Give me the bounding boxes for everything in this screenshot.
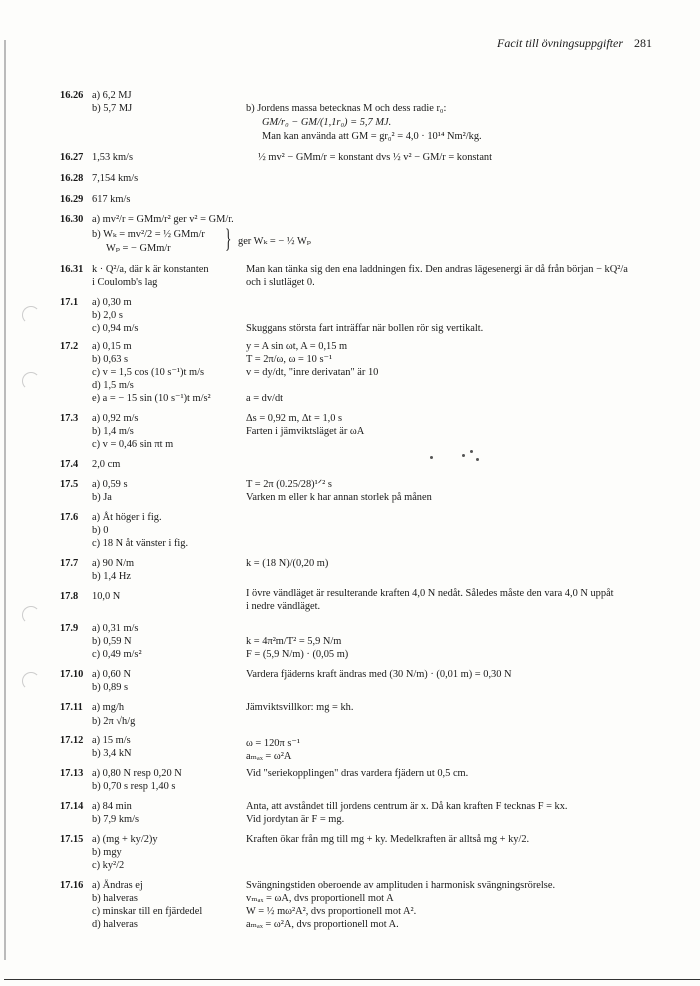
- note-line: k = (18 N)/(0,20 m): [246, 558, 329, 569]
- answer-line: Wₚ = − GMm/r: [106, 243, 171, 254]
- entry-id: 17.10: [60, 669, 84, 680]
- note-line: Farten i jämviktsläget är ωA: [246, 426, 365, 437]
- entry-id: 16.26: [60, 90, 84, 101]
- note-line: Svängningstiden oberoende av amplituden i harmonisk svängningsrörelse.: [246, 880, 556, 891]
- answer-line: a) 0,30 m: [92, 297, 132, 308]
- answer-line: b) 5,7 MJ: [92, 103, 133, 114]
- print-speck: [430, 456, 433, 459]
- entry-id: 17.3: [60, 413, 79, 424]
- note-line: aₘₐₓ = ω²A: [246, 751, 292, 762]
- answer-line: b) 2π √h/g: [92, 716, 136, 727]
- punch-hole-mark: [22, 372, 40, 390]
- note-line: Δs = 0,92 m, Δt = 1,0 s: [246, 413, 343, 424]
- entry-id: 17.1: [60, 297, 79, 308]
- answer-line: b) Ja: [92, 492, 112, 503]
- entry-id: 17.2: [60, 341, 79, 352]
- note-line: y = A sin ωt, A = 0,15 m: [246, 341, 348, 352]
- answer-line: a) 90 N/m: [92, 558, 135, 569]
- answer-line: c) 0,94 m/s: [92, 323, 139, 334]
- answer-line: a) 0,15 m: [92, 341, 132, 352]
- entry-id: 17.7: [60, 558, 79, 569]
- answer-line: 617 km/s: [92, 194, 131, 205]
- entry-id: 17.13: [60, 768, 84, 779]
- answer-line: c) minskar till en fjärdedel: [92, 906, 203, 917]
- punch-hole-mark: [22, 606, 40, 624]
- answer-line: a) 84 min: [92, 801, 132, 812]
- answer-line: b) 0,89 s: [92, 682, 129, 693]
- note-line: och i slutläget 0.: [246, 277, 315, 288]
- answer-line: b) 2,0 s: [92, 310, 123, 321]
- answer-line: d) halveras: [92, 919, 138, 930]
- answer-line: c) 0,49 m/s²: [92, 649, 142, 660]
- note-line: Vardera fjäderns kraft ändras med (30 N/m) · (0,01 m) = 0,30 N: [246, 669, 512, 680]
- answer-line: b) 1,4 Hz: [92, 571, 131, 582]
- answer-line: d) 1,5 m/s: [92, 380, 134, 391]
- note-line: Kraften ökar från mg till mg + ky. Medelkraften är alltså mg + ky/2.: [246, 834, 530, 845]
- entry-id: 17.15: [60, 834, 84, 845]
- entry-id: 16.30: [60, 214, 84, 225]
- entry-id: 17.9: [60, 623, 79, 634]
- note-line: Varken m eller k har annan storlek på månen: [246, 492, 432, 503]
- answer-line: 1,53 km/s: [92, 152, 133, 163]
- answer-line: a) 15 m/s: [92, 735, 131, 746]
- note-line: v = dy/dt, "inre derivatan" är 10: [246, 367, 379, 378]
- note-line: Vid jordytan är F = mg.: [246, 814, 345, 825]
- note-line: ½ mv² − GMm/r = konstant dvs ½ v² − GM/r = konstant: [258, 152, 493, 163]
- entry-id: 16.28: [60, 173, 84, 184]
- binding-edge: [4, 40, 6, 960]
- answer-line: c) ky²/2: [92, 860, 125, 871]
- running-header: [497, 36, 652, 51]
- answer-line: b) Wₖ = mv²/2 = ½ GMm/r: [92, 229, 205, 240]
- note-line: vₘₐₓ = ωA, dvs proportionell mot A: [246, 893, 394, 904]
- entry-id: 17.12: [60, 735, 84, 746]
- note-line: ω = 120π s⁻¹: [246, 738, 300, 749]
- entry-id: 16.31: [60, 264, 84, 275]
- entry-id: 16.29: [60, 194, 84, 205]
- answer-line: b) 3,4 kN: [92, 748, 132, 759]
- note-line: aₘₐₓ = ω²A, dvs proportionell mot A.: [246, 919, 399, 930]
- entry-id: 17.16: [60, 880, 84, 891]
- punch-hole-mark: [22, 672, 40, 690]
- header-title: Facit till övningsuppgifter: [497, 36, 623, 50]
- entry-id: 17.8: [60, 591, 79, 602]
- note-line: b) Jordens massa betecknas M och dess radie r₀:: [246, 103, 447, 114]
- note-line: Man kan använda att GM = gr₀² = 4,0 · 10¹⁴ Nm²/kg.: [262, 131, 482, 142]
- answer-line: 10,0 N: [92, 591, 121, 602]
- answer-line: a) mv²/r = GMm/r² ger v² = GM/r.: [92, 214, 234, 225]
- answer-line: ger Wₖ = − ½ Wₚ: [238, 236, 311, 247]
- answer-line: b) 0,59 N: [92, 636, 132, 647]
- answer-line: c) v = 1,5 cos (10 s⁻¹)t m/s: [92, 367, 205, 378]
- answer-line: e) a = − 15 sin (10 s⁻¹)t m/s²: [92, 393, 211, 404]
- answer-line: b) 0: [92, 525, 109, 536]
- answer-line: a) 0,31 m/s: [92, 623, 139, 634]
- note-line: Jämviktsvillkor: mg = kh.: [246, 702, 354, 713]
- answer-line: a) 0,92 m/s: [92, 413, 139, 424]
- note-line: Skuggans största fart inträffar när bollen rör sig vertikalt.: [246, 323, 484, 334]
- note-line: a = dv/dt: [246, 393, 284, 404]
- answer-line: c) v = 0,46 sin πt m: [92, 439, 174, 450]
- answer-line: a) Ändras ej: [92, 880, 143, 891]
- note-line: GM/r₀ − GM/(1,1r₀) = 5,7 MJ.: [262, 117, 392, 128]
- answer-line: 7,154 km/s: [92, 173, 139, 184]
- answer-line: c) 18 N åt vänster i fig.: [92, 538, 189, 549]
- answer-line: a) Åt höger i fig.: [92, 512, 162, 523]
- answer-line: b) halveras: [92, 893, 138, 904]
- punch-hole-mark: [22, 306, 40, 324]
- answer-line: 2,0 cm: [92, 459, 121, 470]
- answer-line: a) 6,2 MJ: [92, 90, 132, 101]
- note-line: Anta, att avståndet till jordens centrum är x. Då kan kraften F tecknas F = kx.: [246, 801, 568, 812]
- note-line: T = 2π (0.25/28)¹ᐟ² s: [246, 479, 332, 490]
- answer-line: b) 1,4 m/s: [92, 426, 134, 437]
- curly-brace: }: [225, 224, 232, 253]
- note-line: k = 4π²m/T² = 5,9 N/m: [246, 636, 342, 647]
- answer-line: b) 0,63 s: [92, 354, 129, 365]
- page-number: 281: [634, 36, 652, 50]
- answer-line: i Coulomb's lag: [92, 277, 158, 288]
- bottom-edge-line: [4, 979, 700, 980]
- note-line: Man kan tänka sig den ena laddningen fix. Den andras lägesenergi är då från början − kQ²/a: [246, 264, 628, 275]
- answer-line: a) mg/h: [92, 702, 125, 713]
- entry-id: 16.27: [60, 152, 84, 163]
- note-line: i nedre vändläget.: [246, 601, 321, 612]
- entry-id: 17.14: [60, 801, 84, 812]
- answer-line: a) 0,80 N resp 0,20 N: [92, 768, 182, 779]
- answer-line: a) 0,59 s: [92, 479, 128, 490]
- entry-id: 17.4: [60, 459, 79, 470]
- print-speck: [462, 454, 465, 457]
- answer-line: a) (mg + ky/2)y: [92, 834, 158, 845]
- answer-line: b) 0,70 s resp 1,40 s: [92, 781, 176, 792]
- print-speck: [470, 450, 473, 453]
- note-line: W = ½ mω²A², dvs proportionell mot A².: [246, 906, 417, 917]
- note-line: T = 2π/ω, ω = 10 s⁻¹: [246, 354, 333, 365]
- answer-line: b) 7,9 km/s: [92, 814, 140, 825]
- note-line: I övre vändläget är resulterande kraften 4,0 N nedåt. Således måste den vara 4,0 N uppåt: [246, 588, 614, 599]
- answer-line: a) 0,60 N: [92, 669, 131, 680]
- print-speck: [476, 458, 479, 461]
- entry-id: 17.5: [60, 479, 79, 490]
- entry-id: 17.11: [60, 702, 83, 713]
- note-line: Vid "seriekopplingen" dras vardera fjädern ut 0,5 cm.: [246, 768, 469, 779]
- answer-line: k · Q²/a, där k är konstanten: [92, 264, 209, 275]
- answer-line: b) mgy: [92, 847, 122, 858]
- note-line: F = (5,9 N/m) · (0,05 m): [246, 649, 349, 660]
- entry-id: 17.6: [60, 512, 79, 523]
